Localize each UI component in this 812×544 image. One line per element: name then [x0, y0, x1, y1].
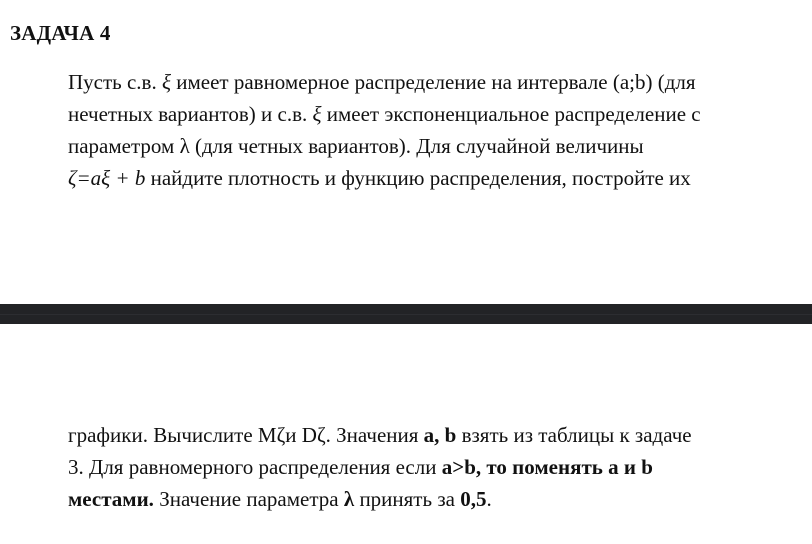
xi-symbol: ξ: [161, 70, 171, 94]
task-text-part-1: [68, 66, 701, 194]
text-line: графики. Вычислите Mζи Dζ. Значения a, b взять из таблицы к задаче: [68, 423, 692, 447]
page-divider-seam: [0, 314, 812, 315]
task-text-part-2: [68, 419, 692, 515]
text-line: Пусть с.в. ξ имеет равномерное распределение на интервале (a;b) (для: [68, 70, 696, 94]
text-line: параметром λ (для четных вариантов). Для случайной величины: [68, 134, 644, 158]
text-line: нечетных вариантов) и с.в. ξ имеет экспоненциальное распределение с: [68, 102, 701, 126]
xi-symbol: ξ: [312, 102, 322, 126]
formula: ζ=aξ + b: [68, 166, 146, 190]
text-line: местами. Значение параметра λ принять за 0,5.: [68, 487, 492, 511]
text-line: 3. Для равномерного распределения если a>b, то поменять a и b: [68, 455, 653, 479]
text-line: ζ=aξ + b найдите плотность и функцию распределения, постройте их: [68, 166, 691, 190]
task-heading: ЗАДАЧА 4: [10, 21, 111, 45]
